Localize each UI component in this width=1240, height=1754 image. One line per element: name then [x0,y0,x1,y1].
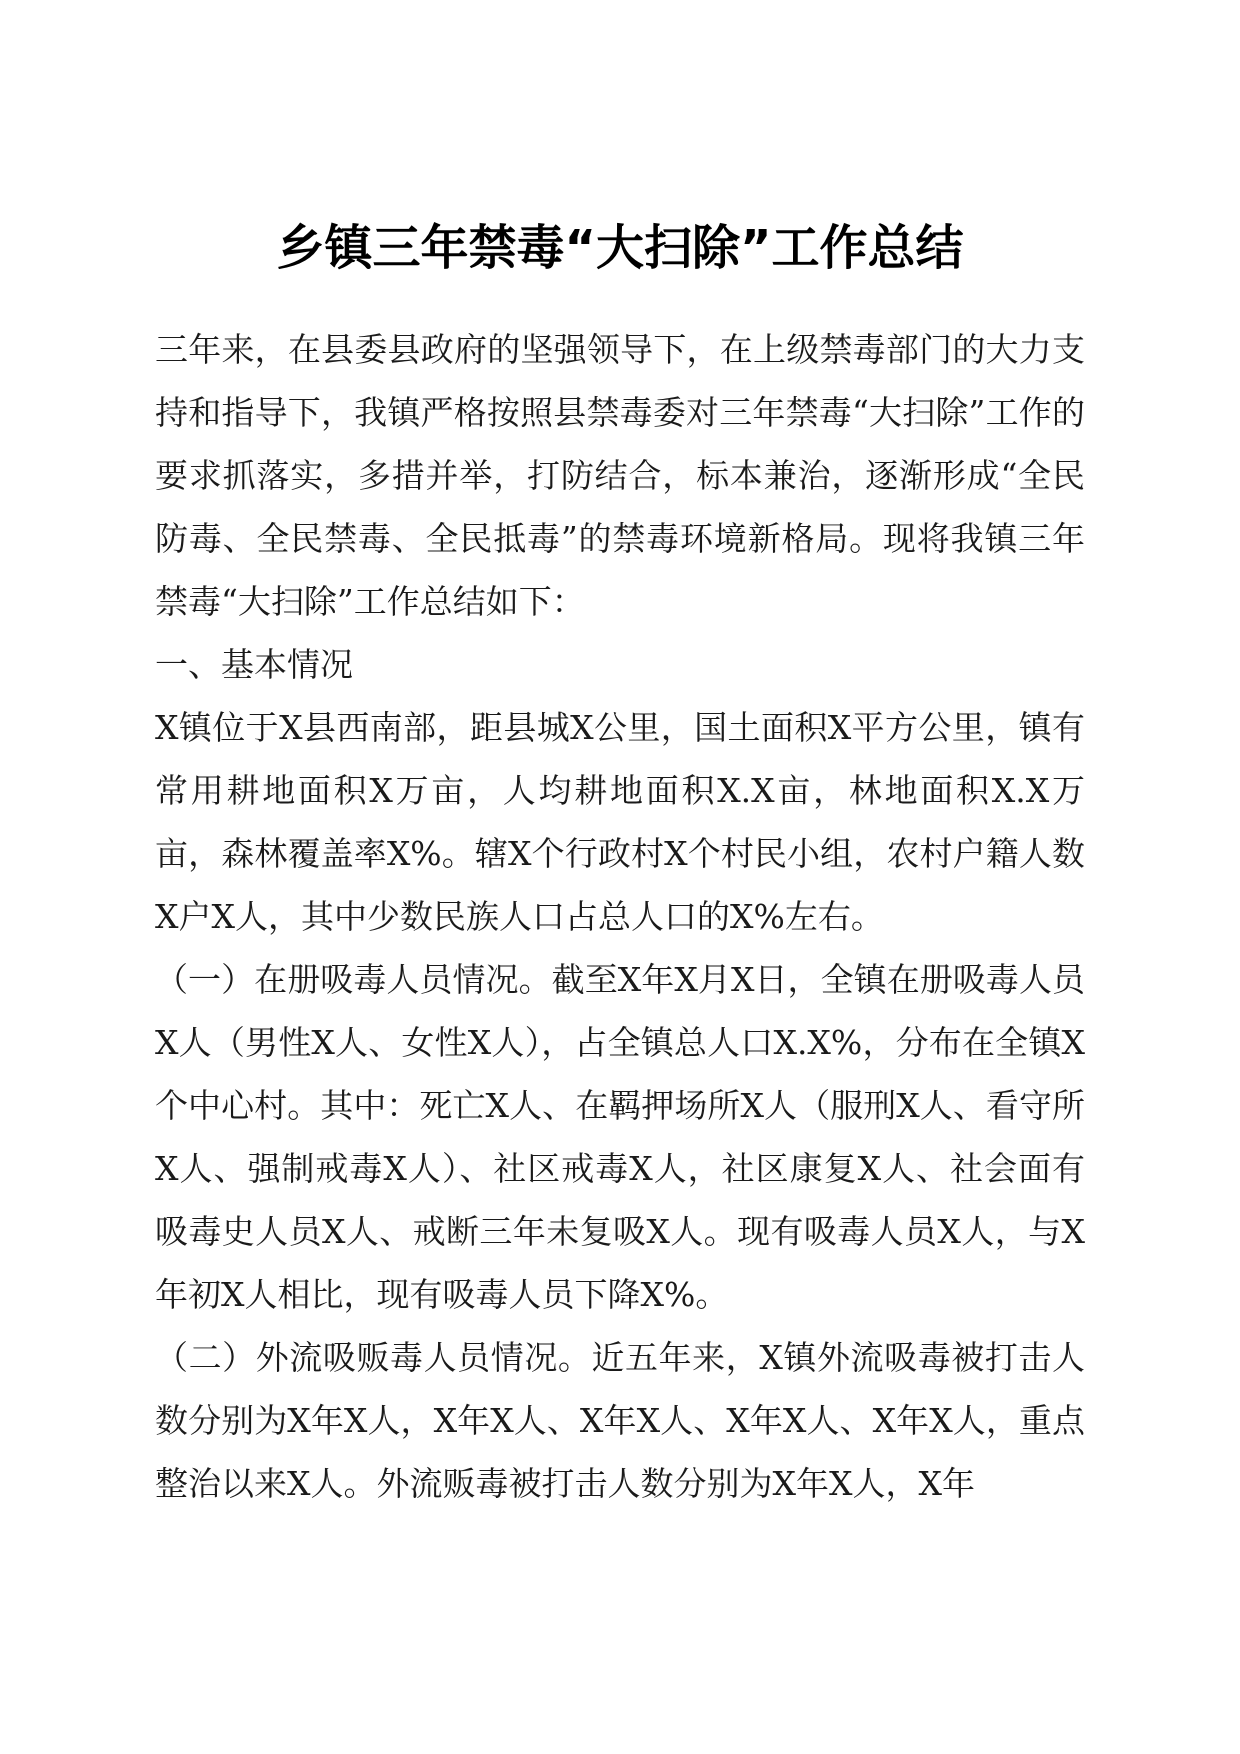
paragraph-intro: 三年来，在县委县政府的坚强领导下，在上级禁毒部门的大力支持和指导下，我镇严格按照县禁毒委对三年禁毒“大扫除”工作的要求抓落实，多措并举，打防结合，标本兼治，逐渐形成“全民防毒、全民禁毒、全民抵毒”的禁毒环境新格局。现将我镇三年禁毒“大扫除”工作总结如下： [155,330,1085,621]
paragraph-registered-users: （一）在册吸毒人员情况。截至X年X月X日，全镇在册吸毒人员X人（男性X人、女性X人），占全镇总人口X.X%，分布在全镇X个中心村。其中：死亡X人、在羁押场所X人（服刑X人、看守所X人、强制戒毒X人）、社区戒毒X人，社区康复X人、社会面有吸毒史人员X人、戒断三年未复吸X人。现有吸毒人员X人，与X年初X人相比，现有吸毒人员下降X%。 [155,960,1085,1314]
section-heading-basic-situation: 一、基本情况 [155,645,353,684]
document-body [155,318,1085,1515]
document-title: 乡镇三年禁毒“大扫除”工作总结 [276,220,964,276]
paragraph-outflow-users: （二）外流吸贩毒人员情况。近五年来，X镇外流吸毒被打击人数分别为X年X人，X年X人、X年X人、X年X人、X年X人，重点整治以来X人。外流贩毒被打击人数分别为X年X人，X年 [155,1338,1085,1503]
paragraph-town-overview: X镇位于X县西南部，距县城X公里，国土面积X平方公里，镇有常用耕地面积X万亩，人均耕地面积X.X亩，林地面积X.X万亩，森林覆盖率X%。辖X个行政村X个村民小组，农村户籍人数X户X人，其中少数民族人口占总人口的X%左右。 [155,708,1085,936]
